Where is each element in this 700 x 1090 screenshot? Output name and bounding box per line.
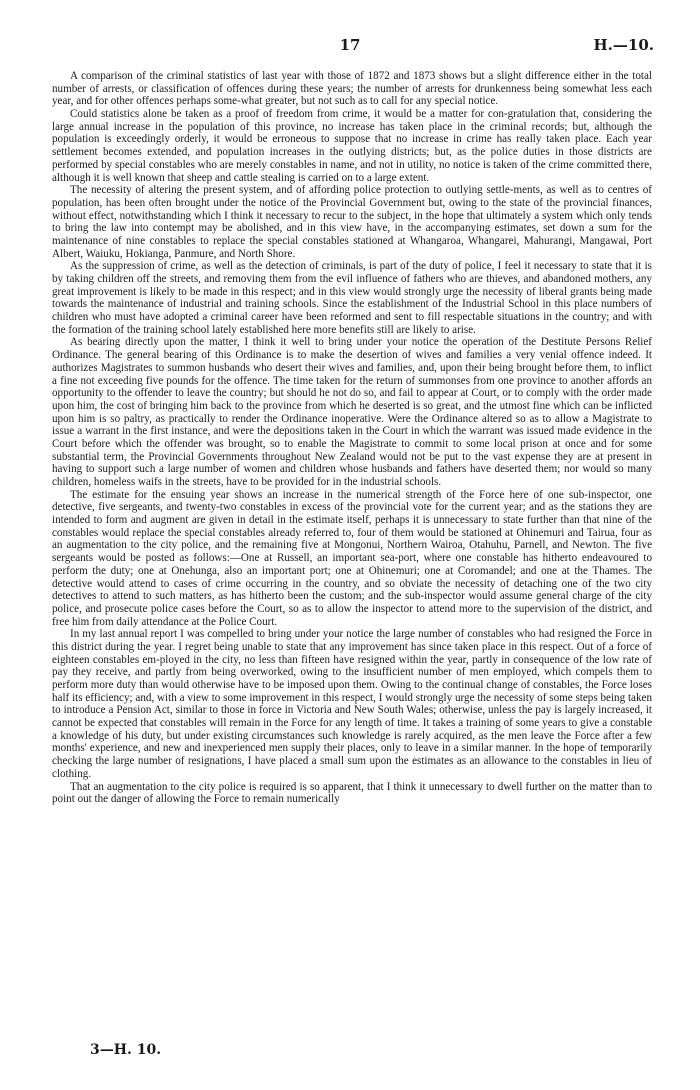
paragraph-destitute-persons-ordinance: As bearing directly upon the matter, I think it well to bring under your notice the operation of the Destitute Persons Relief Ordinance. The general bearing of this Ordinance is to make the desertion of wives and families a very venial offence indeed. It authorizes Magistrates to summon husbands who desert their wives and families, and, upon their being brought before them, to inflict a fine not exceeding five pounds for the offence. The time taken for the return of summonses from one province to another affords an opportunity to the offender to leave the country; but should he not do so, and fail to appear at Court, or to comply with the order made upon him, the cost of bringing him back to the province from which he deserted is so great, and the utmost fine which can be inflicted upon him is so paltry, as practically to render the Ordinance inoperative. Were the Ordinance altered so as to allow a Magistrate to issue a warrant in the first instance, and were the depositions taken in the Court in which the warrant was issued made evidence in the Court before which the offender was brought, so to enable the Magistrate to commit to some local prison at once and for some substantial term, the Provincial Governments throughout New Zealand would not be put to the vast expense they are at present in having to support such a large number of women and children whose husbands and fathers have deserted them; nor would so many children, homeless waifs in the streets, have to be provided for in the industrial schools. <box>52 336 652 488</box>
document-reference: H.—10. <box>593 36 654 54</box>
body-text <box>52 70 652 806</box>
page-number: 17 <box>339 36 361 54</box>
paragraph-city-police-augmentation: That an augmentation to the city police is required is so apparent, that I think it unnecessary to dwell further on the matter than to point out the danger of allowing the Force to remain numerically <box>52 780 652 806</box>
paragraph-industrial-schools: As the suppression of crime, as well as the detection of criminals, is part of the duty of police, I feel it necessary to state that it is by taking children off the streets, and removing them from the evil influence of fathers who are thieves, and abandoned mothers, any great improvement is likely to be made in this respect; and in this view would strongly urge the necessity of liberal grants being made towards the maintenance of industrial and training schools. Since the establishment of the Industrial School in this place numbers of children who must have adopted a criminal career have been reformed and sent to fill respectable situations in the country; and with the formation of the training school lately established here more benefits still are likely to arise. <box>52 260 652 336</box>
paragraph-crime-records: Could statistics alone be taken as a proof of freedom from crime, it would be a matter for con-gratulation that, considering the large annual increase in the population of this province, no increase has taken place in the criminal records; but, although the population is exceedingly orderly, it would be erroneous to suppose that no increase in crime has really taken place. Each year settlement becomes extended, and population increases in the outlying districts; but, as the police duties in those districts are performed by special constables who are merely constables in name, and not in utility, no notice is taken of the crime committed there, although it is well known that sheep and cattle stealing is carried on to a large extent. <box>52 108 652 184</box>
paragraph-statistics-comparison: A comparison of the criminal statistics of last year with those of 1872 and 1873 shows but a slight difference either in the total number of arrests, or classification of offences during these years; the number of arrests for drunkenness being somewhat less each year, and for other offences perhaps some-what greater, but not such as to call for any special notice. <box>52 70 652 108</box>
signature-mark: 3—H. 10. <box>90 1042 162 1058</box>
paragraph-constable-resignations: In my last annual report I was compelled to bring under your notice the large number of constables who had resigned the Force in this district during the year. I regret being unable to state that any improvement has since taken place in this respect. Out of a force of eighteen constables em-ployed in the city, no less than fifteen have resigned within the year, partly in consequence of the low rate of pay they receive, and partly from being overworked, owing to the insufficient number of men employed, which compels them to perform more duty than would otherwise have to be imposed upon them. Owing to the continual change of constables, the Force loses half its efficiency; and, with a view to some improvement in this respect, I would strongly urge the necessity of some steps being taken to introduce a Pension Act, similar to those in force in Victoria and New South Wales; otherwise, unless the pay is largely increased, it cannot be expected that constables will remain in the Force for any length of time. It takes a training of some years to give a constable a knowledge of his duty, but under existing circumstances such knowledge is rarely acquired, as the men leave the Force after a few months' experience, and new and inexperienced men supply their places, only to leave in a similar manner. In the hope of temporarily checking the large number of resignations, I have placed a small sum upon the estimates as an allowance to the constables in lieu of clothing. <box>52 628 652 780</box>
paragraph-police-protection: The necessity of altering the present system, and of affording police protection to outlying settle-ments, as well as to centres of population, has been often brought under the notice of the Provincial Government but, owing to the state of the provincial finances, without effect, notwithstanding which I think it necessary to recur to the subject, in the hope that ultimately a system which only tends to bring the law into contempt may be abolished, and in this view have, in the accompanying estimates, set down a sum for the maintenance of nine constables to replace the special constables stationed at Whangaroa, Whangarei, Mahurangi, Mangawai, Port Albert, Waiuku, Hokianga, Panmure, and North Shore. <box>52 184 652 260</box>
paragraph-force-estimate: The estimate for the ensuing year shows an increase in the numerical strength of the Force here of one sub-inspector, one detective, five sergeants, and twenty-two constables in excess of the provincial vote for the current year; and as the stations they are intended to form and augment are given in detail in the estimate itself, perhaps it is unnecessary to state further than that nine of the constables would replace the special constables already referred to, four of them would be stationed at Ohinemuri and Tairua, four as an augmentation to the city police, and the remaining five at Mongonui, Northern Wairoa, Otahuhu, Parnell, and Newton. The five sergeants would be posted as follows:—One at Russell, an important sea-port, where one constable has hitherto endeavoured to perform the duty; one at Onehunga, also an important port; one at Ohinemuri; one at Coromandel; and one at the Thames. The detective would attend to cases of crime occurring in the country, and so obviate the necessity of detaching one of the two city detectives to attend to such matters, as has hitherto been the custom; and the sub-inspector would assume general charge of the city police, and prosecute police cases before the Court, so as to allow the inspector to attend more to the supervision of the district, and free him from daily attendance at the Police Court. <box>52 488 652 628</box>
